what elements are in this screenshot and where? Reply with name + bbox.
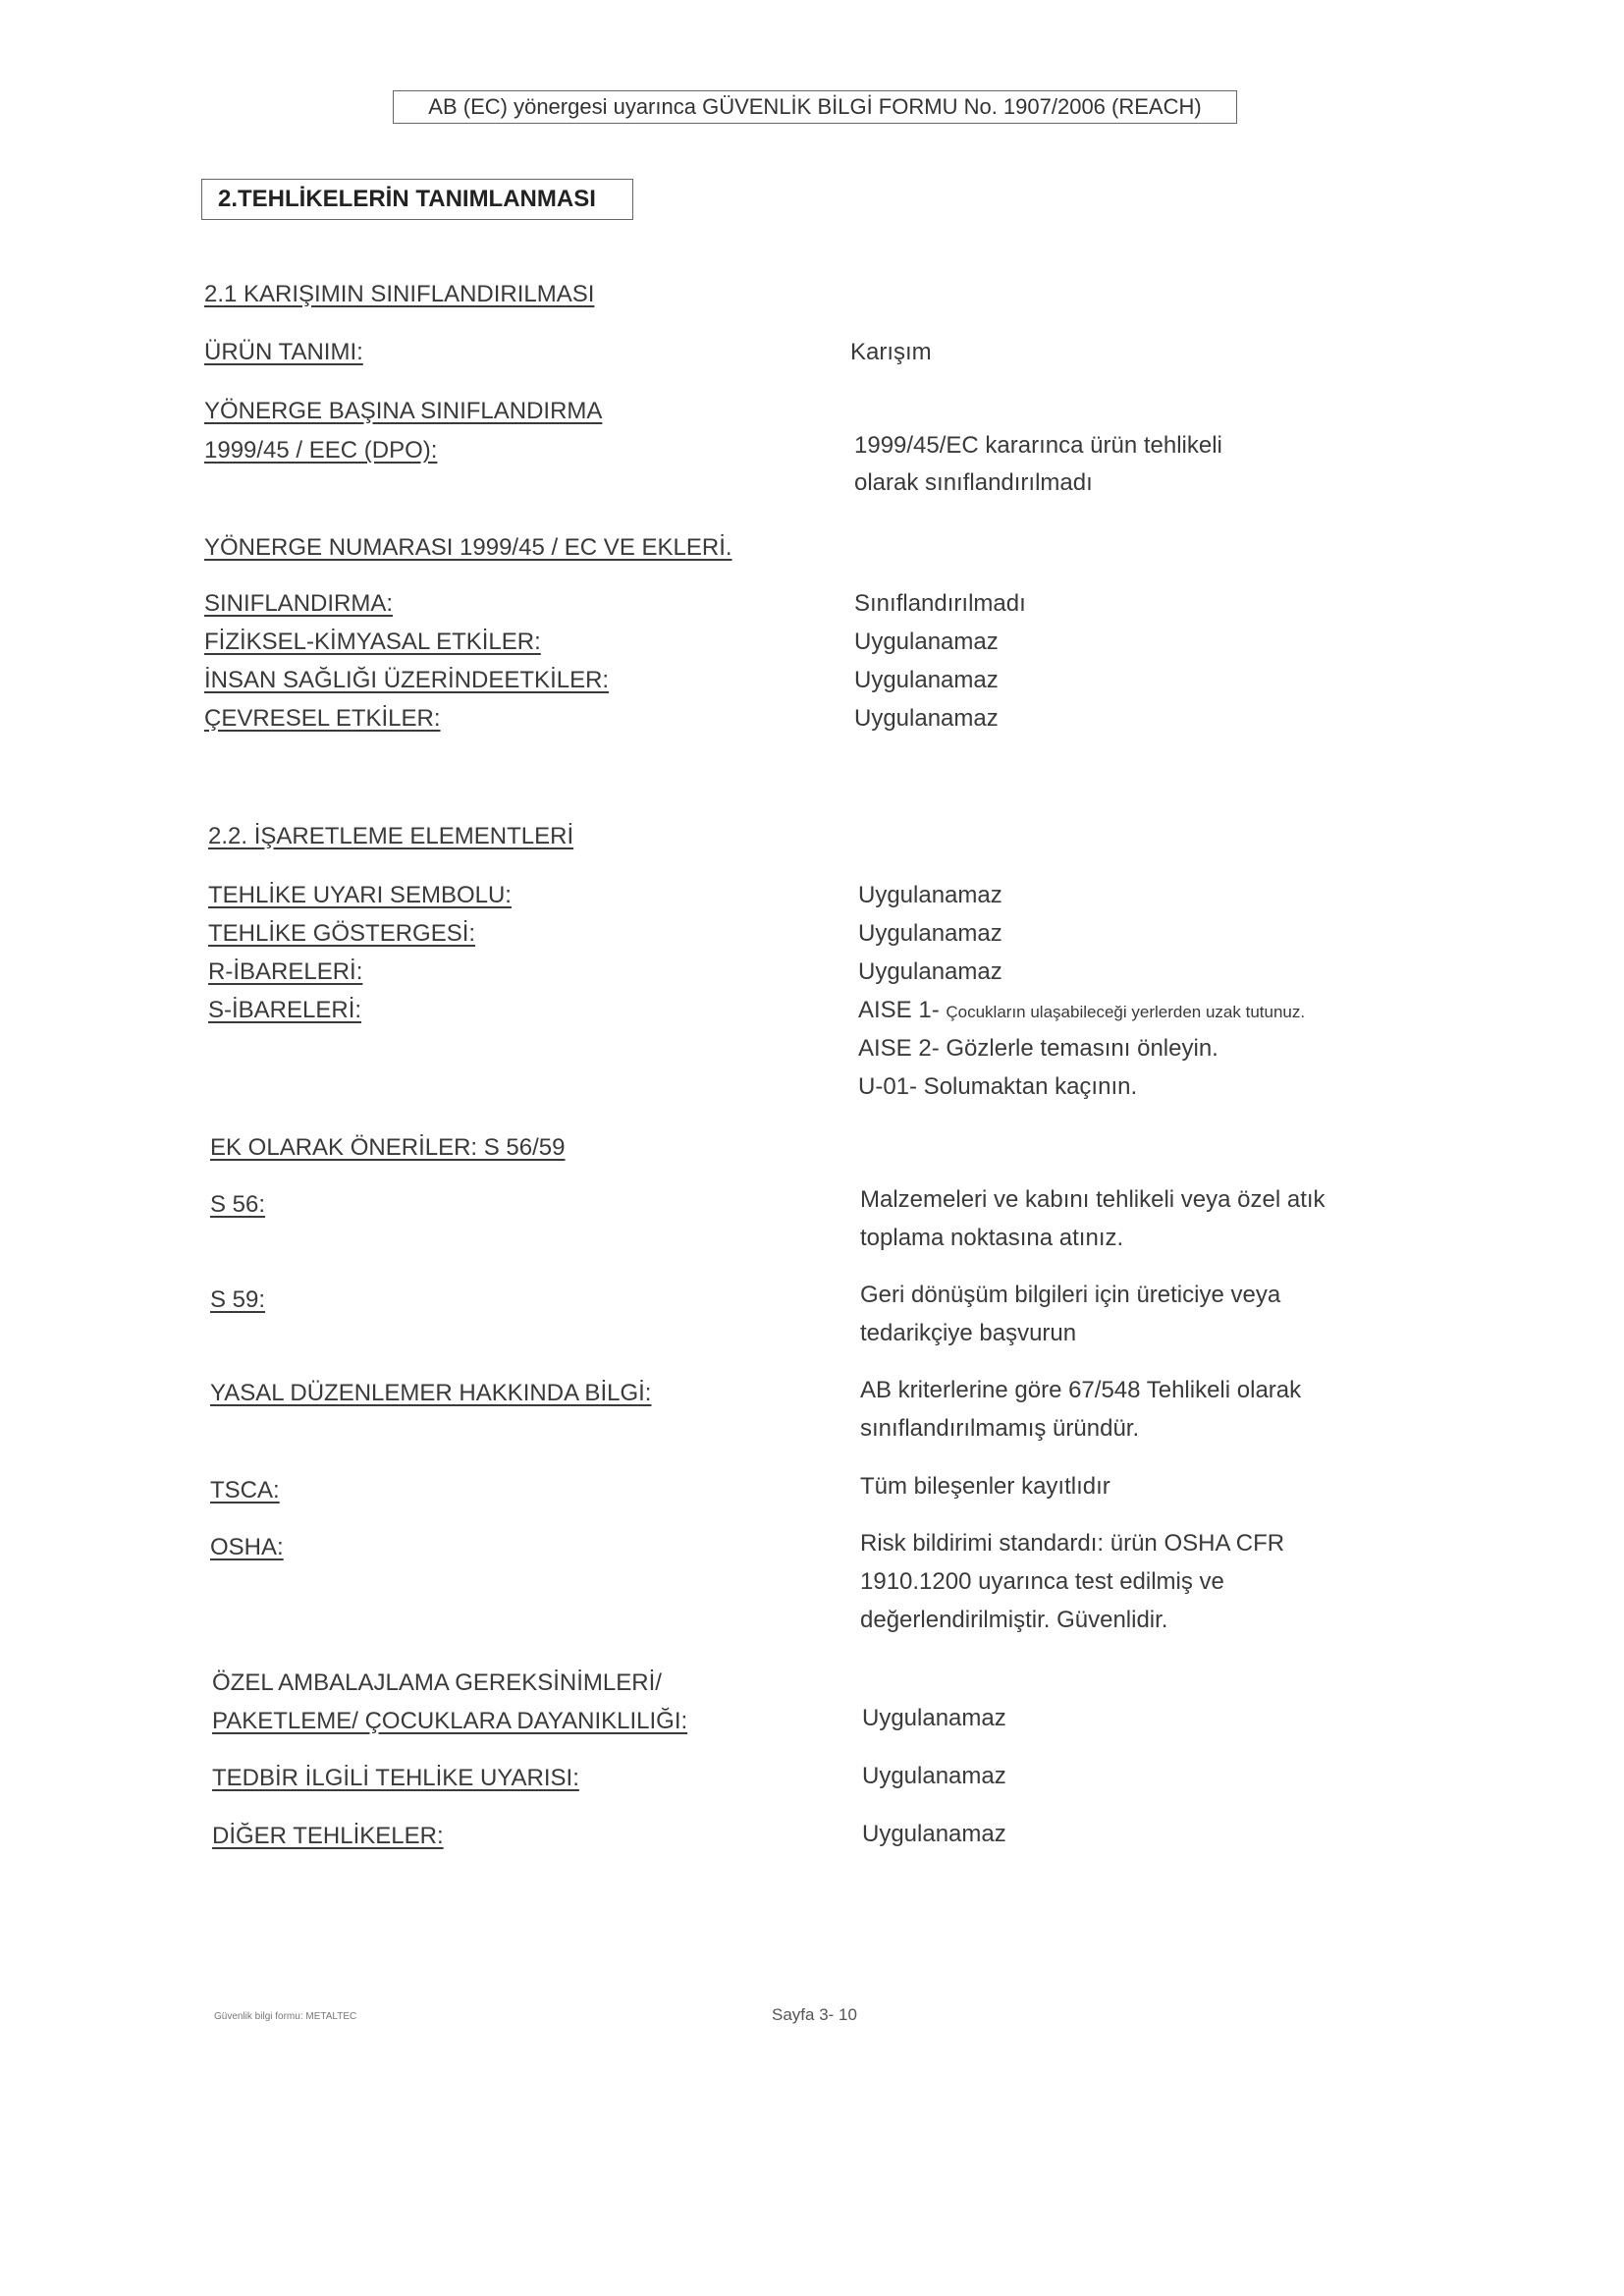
yasal-label: YASAL DÜZENLEMER HAKKINDA BİLGİ:	[210, 1380, 652, 1406]
s56-value-line1: Malzemeleri ve kabını tehlikeli veya özel atık	[860, 1186, 1326, 1213]
tedbir-value: Uygulanamaz	[862, 1763, 1006, 1789]
yonerge-label-line2: 1999/45 / EEC (DPO):	[204, 437, 438, 464]
tsca-label: TSCA:	[210, 1477, 280, 1503]
yasal-value-line2: sınıflandırılmamış üründür.	[860, 1415, 1140, 1442]
r-ibareleri-label: R-İBARELERİ:	[208, 958, 363, 985]
diger-tehlikeler-label: DİĞER TEHLİKELER:	[212, 1823, 444, 1849]
osha-value-line3: değerlendirilmiştir. Güvenlidir.	[860, 1607, 1168, 1633]
fiziksel-kimyasal-label: FİZİKSEL-KİMYASAL ETKİLER:	[204, 629, 541, 655]
subsection-2-2-title: 2.2. İŞARETLEME ELEMENTLERİ	[208, 823, 574, 849]
section-title: 2.TEHLİKELERİN TANIMLANMASI	[201, 179, 633, 220]
insan-sagligi-label: İNSAN SAĞLIĞI ÜZERİNDEETKİLER:	[204, 667, 610, 693]
tehlike-uyari-label: TEHLİKE UYARI SEMBOLU:	[208, 882, 512, 908]
diger-tehlikeler-value: Uygulanamaz	[862, 1821, 1006, 1847]
document-header: AB (EC) yönergesi uyarınca GÜVENLİK BİLGİ FORMU No. 1907/2006 (REACH)	[393, 90, 1237, 124]
ozel-ambalaj-label-line2: PAKETLEME/ ÇOCUKLARA DAYANIKLILIĞI:	[212, 1708, 688, 1734]
osha-value-line1: Risk bildirimi standardı: ürün OSHA CFR	[860, 1530, 1285, 1557]
yonerge-value-line1: 1999/45/EC kararınca ürün tehlikeli	[854, 432, 1222, 459]
ozel-ambalaj-value: Uygulanamaz	[862, 1705, 1006, 1731]
tehlike-gostergesi-label: TEHLİKE GÖSTERGESİ:	[208, 920, 476, 947]
yasal-value-line1: AB kriterlerine göre 67/548 Tehlikeli olarak	[860, 1377, 1302, 1403]
tsca-value: Tüm bileşenler kayıtlıdır	[860, 1473, 1110, 1500]
u01-line: U-01- Solumaktan kaçının.	[858, 1073, 1138, 1100]
footer-page-number: Sayfa 3- 10	[772, 2005, 857, 2024]
aise1-prefix: AISE 1-	[858, 997, 940, 1023]
subsection-2-1-title: 2.1 KARIŞIMIN SINIFLANDIRILMASI	[204, 281, 595, 307]
s59-value-line2: tedarikçiye başvurun	[860, 1320, 1077, 1346]
s59-value-line1: Geri dönüşüm bilgileri için üreticiye veya	[860, 1282, 1281, 1308]
osha-label: OSHA:	[210, 1534, 284, 1560]
insan-sagligi-value: Uygulanamaz	[854, 667, 999, 693]
ek-oneriler-title: EK OLARAK ÖNERİLER: S 56/59	[210, 1134, 566, 1161]
aise2-line: AISE 2- Gözlerle temasını önleyin.	[858, 1035, 1218, 1062]
cevresel-etkiler-value: Uygulanamaz	[854, 705, 999, 732]
aise1-text: Çocukların ulaşabileceği yerlerden uzak tutunuz.	[946, 1003, 1306, 1021]
tedbir-label: TEDBİR İLGİLİ TEHLİKE UYARISI:	[212, 1765, 579, 1791]
siniflandirma-value: Sınıflandırılmadı	[854, 590, 1026, 617]
aise1-line	[858, 997, 1305, 1024]
tehlike-uyari-value: Uygulanamaz	[858, 882, 1002, 908]
r-ibareleri-value: Uygulanamaz	[858, 958, 1002, 985]
yonerge-label-line1: YÖNERGE BAŞINA SINIFLANDIRMA	[204, 398, 603, 424]
s59-label: S 59:	[210, 1286, 266, 1313]
cevresel-etkiler-label: ÇEVRESEL ETKİLER:	[204, 705, 441, 732]
urun-tanimi-label: ÜRÜN TANIMI:	[204, 339, 363, 365]
s-ibareleri-label: S-İBARELERİ:	[208, 997, 362, 1023]
s56-label: S 56:	[210, 1191, 266, 1218]
osha-value-line2: 1910.1200 uyarınca test edilmiş ve	[860, 1568, 1224, 1595]
tehlike-gostergesi-value: Uygulanamaz	[858, 920, 1002, 947]
urun-tanimi-value: Karışım	[850, 339, 932, 365]
footer-form-name: Güvenlik bilgi formu: METALTEC	[214, 2011, 357, 2022]
s56-value-line2: toplama noktasına atınız.	[860, 1225, 1124, 1251]
yonerge-numarasi: YÖNERGE NUMARASI 1999/45 / EC VE EKLERİ.	[204, 534, 732, 561]
ozel-ambalaj-label-line1: ÖZEL AMBALAJLAMA GEREKSİNİMLERİ/	[212, 1669, 662, 1696]
yonerge-value-line2: olarak sınıflandırılmadı	[854, 469, 1093, 496]
fiziksel-kimyasal-value: Uygulanamaz	[854, 629, 999, 655]
siniflandirma-label: SINIFLANDIRMA:	[204, 590, 394, 617]
